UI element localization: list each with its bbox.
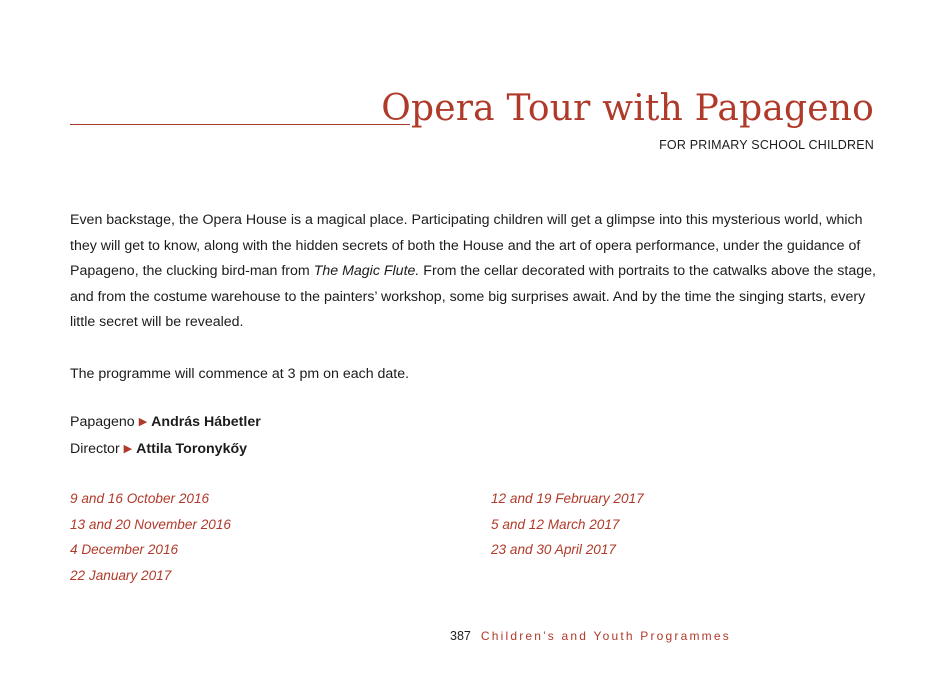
dates-column-left: [70, 486, 231, 588]
date-item: 5 and 12 March 2017: [491, 516, 620, 532]
credit-role: Director: [70, 441, 120, 457]
date-item: 23 and 30 April 2017: [491, 542, 616, 557]
work-title: The Magic Flute.: [313, 263, 420, 280]
date-item: 4 December 2016: [70, 542, 179, 557]
credit-papageno: [70, 409, 261, 436]
credit-role: Papageno: [70, 414, 135, 430]
description-text-end: From the cellar decorated with portraits to the catwalks above the stage, and from the costume warehouse to the painters’ workshop, some big surprises await. And by the time the singing starts, every little secret will be revealed.: [70, 263, 876, 331]
credit-name: Attila Toronykőy: [136, 441, 248, 457]
dates-column-right: [491, 486, 644, 563]
date-item: 9 and 16 October 2016: [70, 491, 210, 506]
credit-name: András Hábetler: [151, 414, 261, 430]
credits: [70, 409, 261, 463]
description-paragraph: [70, 208, 880, 336]
page-subtitle: FOR PRIMARY SCHOOL CHILDREN: [659, 138, 874, 152]
description-text-start: Even backstage, the Opera House is a magical place. Participating children will get a glimpse into this mysterious world, which they will get to know, along with the hidden secrets of both the House and the art of opera performance, under the guidance of Papageno, the clucking bird-man from: [70, 212, 863, 280]
page-number: 387: [450, 629, 471, 643]
title-rule: [70, 124, 410, 125]
arrow-right-icon: ▶: [123, 443, 133, 455]
credit-director: [70, 436, 261, 463]
schedule-note: The programme will commence at 3 pm on each date.: [70, 366, 410, 382]
page-title: Opera Tour with Papageno: [381, 88, 874, 129]
section-name: Children’s and Youth Programmes: [480, 629, 731, 643]
description: [70, 208, 880, 336]
date-item: 13 and 20 November 2016: [70, 516, 231, 532]
date-item: 22 January 2017: [70, 567, 172, 583]
date-item: 12 and 19 February 2017: [491, 491, 644, 506]
page-footer: [450, 627, 731, 645]
arrow-right-icon: ▶: [138, 416, 148, 428]
